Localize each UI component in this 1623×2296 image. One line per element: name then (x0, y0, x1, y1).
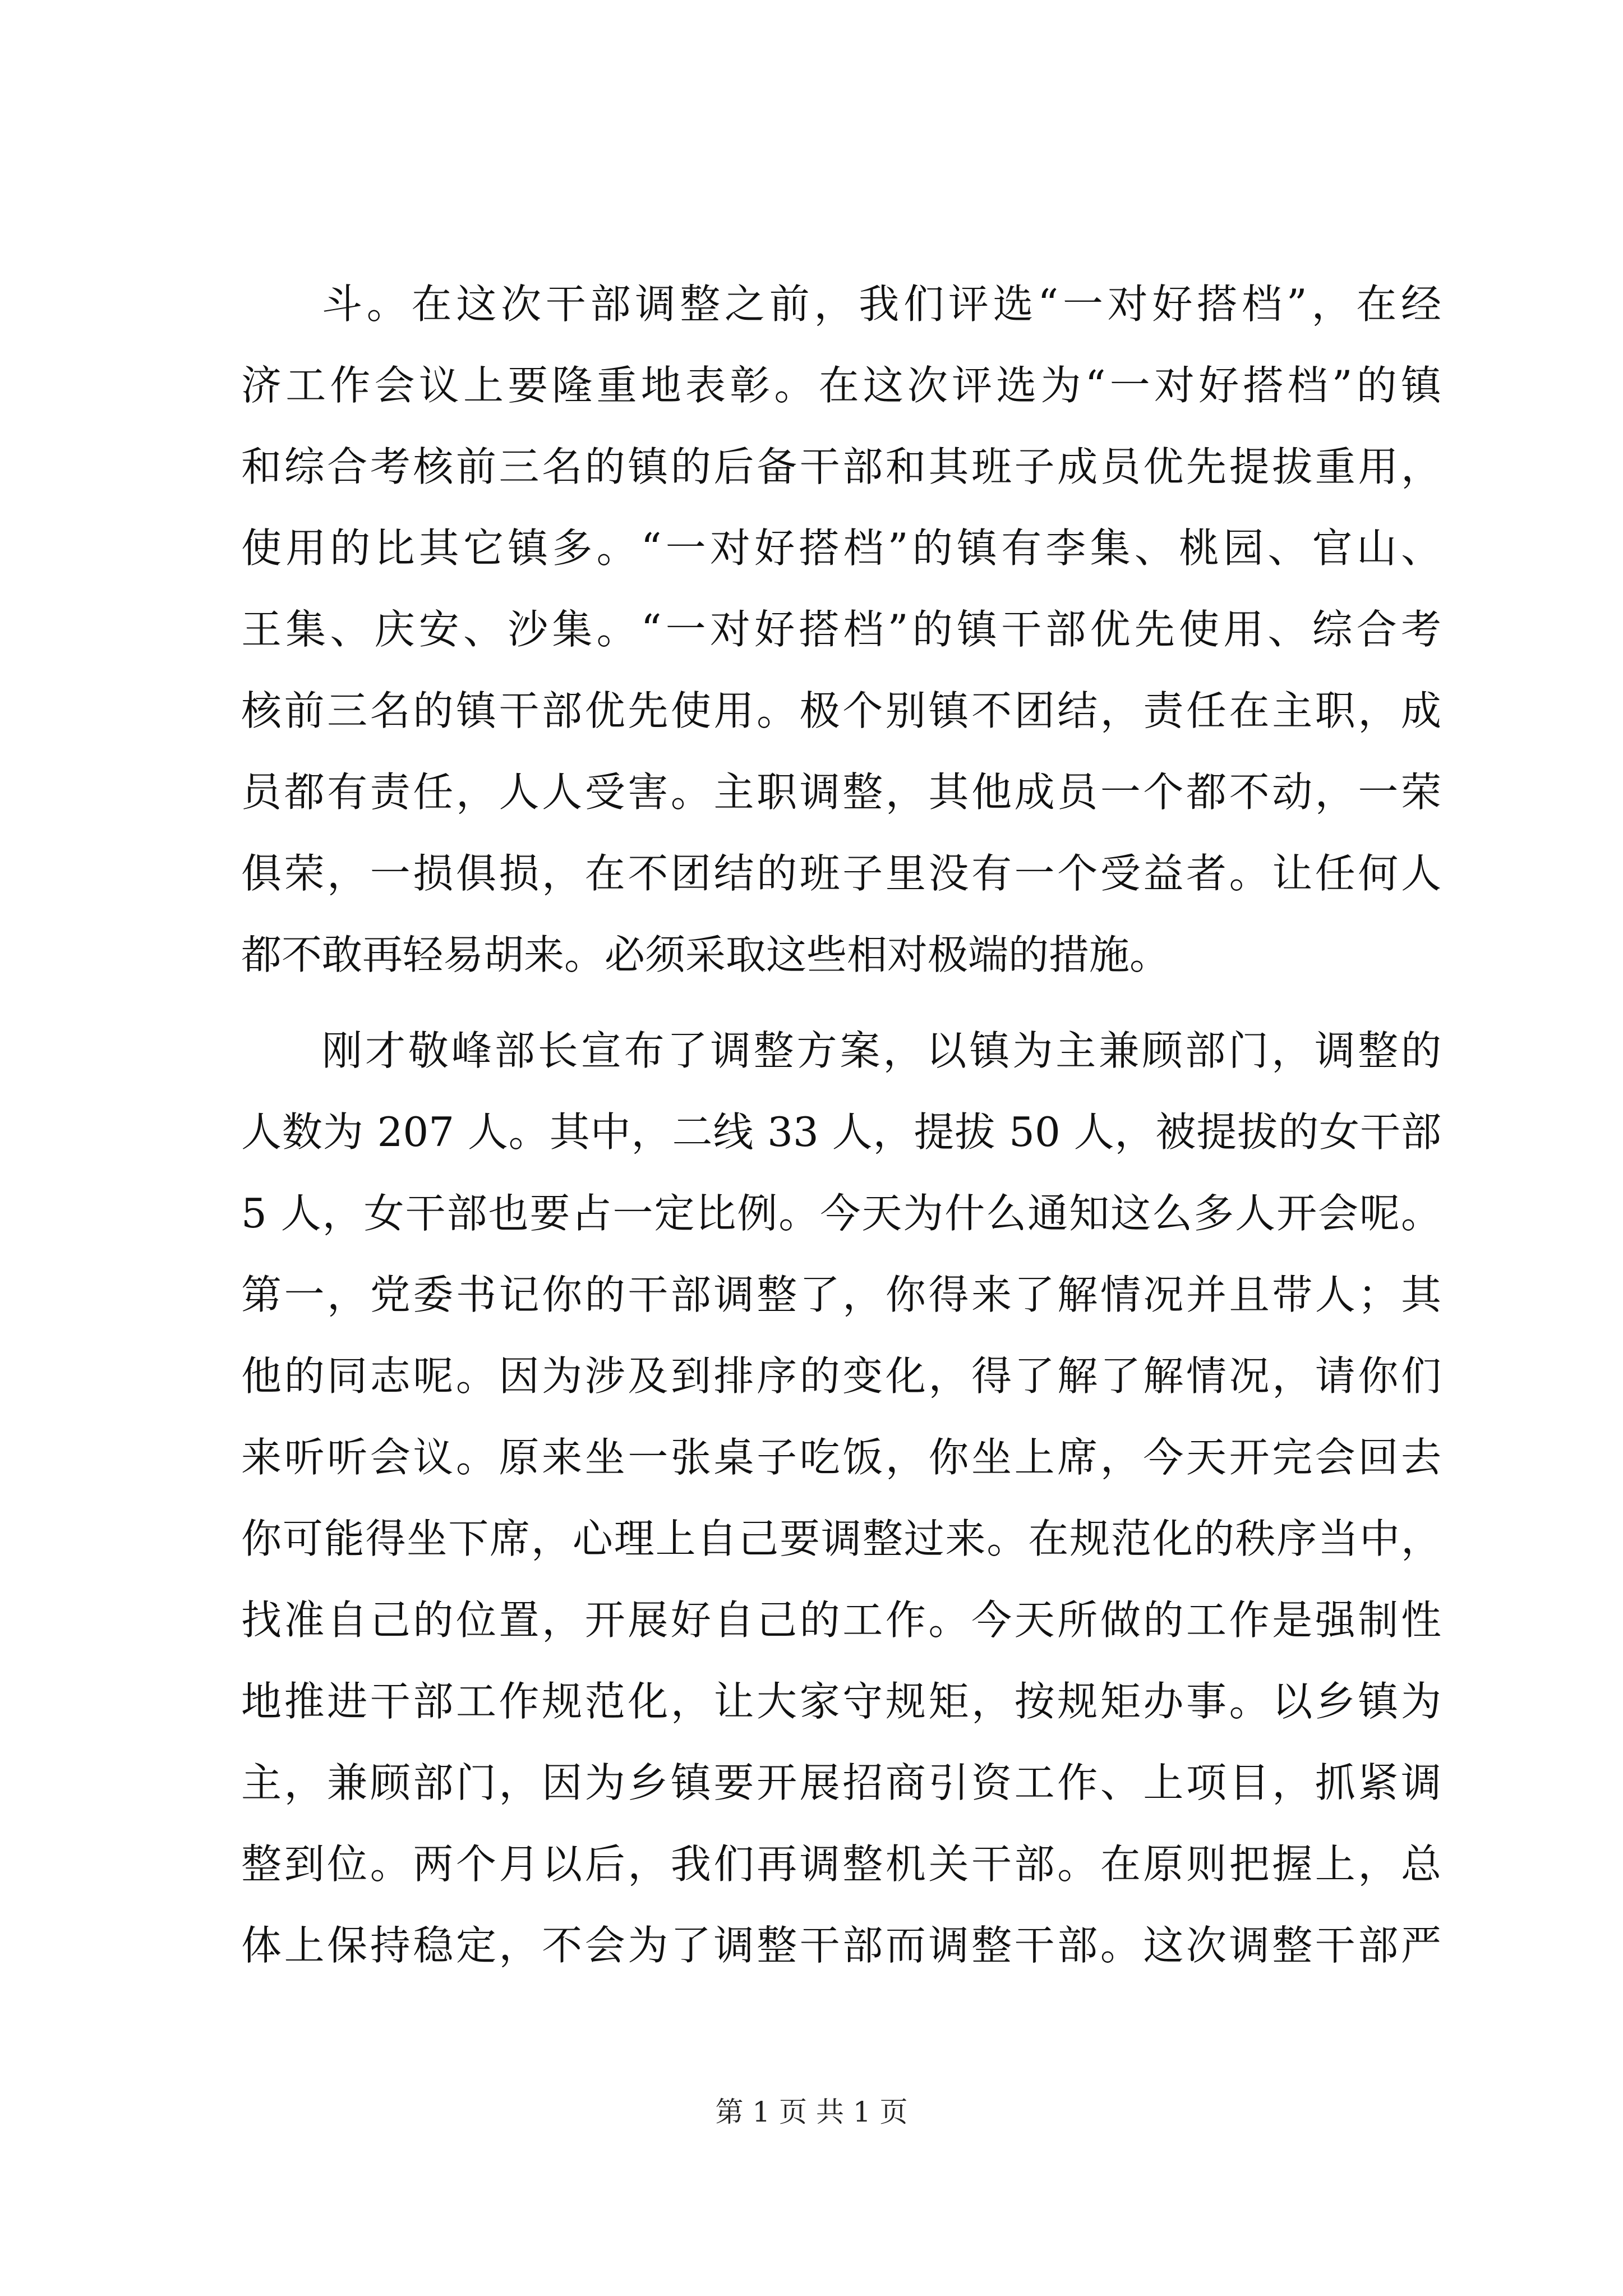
paragraph-line: 来听听会议。原来坐一张桌子吃饭，你坐上席，今天开完会回去 (241, 1434, 1441, 1481)
paragraph-line: 主，兼顾部门，因为乡镇要开展招商引资工作、上项目，抓紧调 (241, 1759, 1441, 1806)
paragraph-line: 他的同志呢。因为涉及到排序的变化，得了解了解情况，请你们 (241, 1352, 1441, 1400)
paragraph-line: 整到位。两个月以后，我们再调整机关干部。在原则把握上，总 (241, 1841, 1441, 1888)
page-number-label: 第 1 页 共 1 页 (715, 2096, 908, 2128)
paragraph-line: 人数为 207 人。其中，二线 33 人，提拔 50 人，被提拔的女干部 (241, 1108, 1441, 1156)
paragraph-line: 济工作会议上要隆重地表彰。在这次评选为“一对好搭档”的镇 (241, 362, 1441, 409)
paragraph-line: 找准自己的位置，开展好自己的工作。今天所做的工作是强制性 (241, 1596, 1441, 1644)
body-text (241, 264, 1441, 1986)
paragraph-line: 俱荣，一损俱损，在不团结的班子里没有一个受益者。让任何人 (241, 850, 1441, 897)
paragraph-line: 5 人，女干部也要占一定比例。今天为什么通知这么多人开会呢。 (241, 1190, 1441, 1237)
paragraph-line: 和综合考核前三名的镇的后备干部和其班子成员优先提拔重用， (241, 443, 1441, 490)
paragraph-line: 都不敢再轻易胡来。必须采取这些相对极端的措施。 (241, 931, 1170, 978)
paragraph-line: 体上保持稳定，不会为了调整干部而调整干部。这次调整干部严 (241, 1922, 1441, 1969)
page-footer (0, 2092, 1623, 2132)
paragraph-line: 你可能得坐下席，心理上自己要调整过来。在规范化的秩序当中， (241, 1515, 1441, 1562)
paragraph-line: 刚才敬峰部长宣布了调整方案，以镇为主兼顾部门，调整的 (322, 1027, 1441, 1074)
paragraph-line: 地推进干部工作规范化，让大家守规矩，按规矩办事。以乡镇为 (241, 1678, 1441, 1725)
paragraph-line: 使用的比其它镇多。“一对好搭档”的镇有李集、桃园、官山、 (241, 524, 1441, 572)
paragraph-line: 斗。在这次干部调整之前，我们评选“一对好搭档”，在经 (322, 280, 1441, 328)
paragraph-line: 员都有责任，人人受害。主职调整，其他成员一个都不动，一荣 (241, 769, 1441, 816)
paragraph-line: 王集、庆安、沙集。“一对好搭档”的镇干部优先使用、综合考 (241, 606, 1441, 653)
paragraph-line: 核前三名的镇干部优先使用。极个别镇不团结，责任在主职，成 (241, 687, 1441, 734)
paragraph-line: 第一，党委书记你的干部调整了，你得来了解情况并且带人；其 (241, 1271, 1441, 1318)
